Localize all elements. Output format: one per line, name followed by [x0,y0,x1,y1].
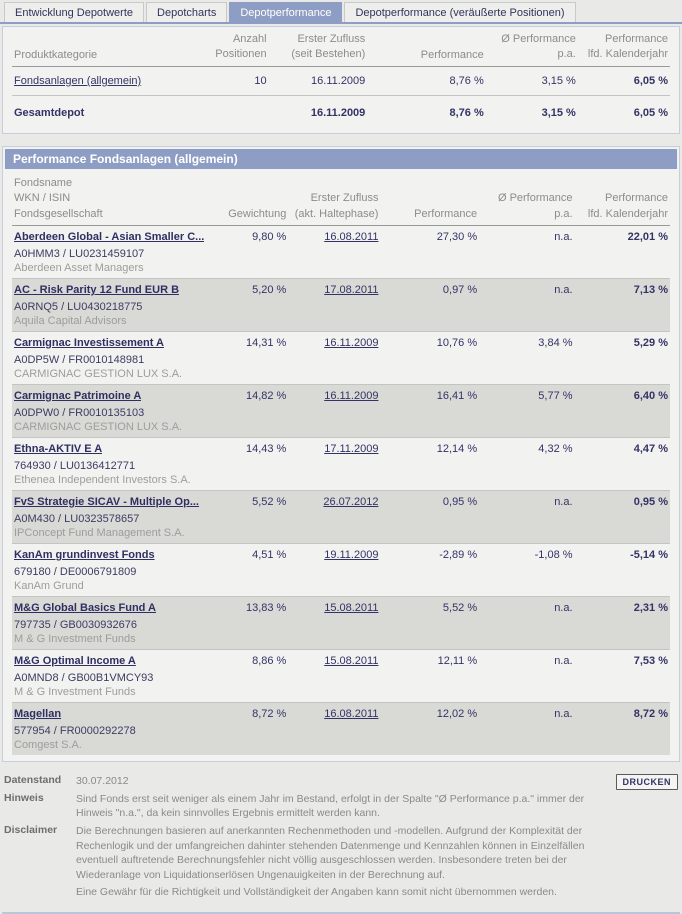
disclaimer-paragraph-2: Eine Gewähr für die Richtigkeit und Vollständigkeit der Angaben kann somit nicht übernommen werden. [76,885,557,898]
fund-performance-pa: n.a. [479,596,574,649]
summary-table [12,29,670,127]
fund-performance-ytd: 22,01 % [627,230,668,243]
fund-row [12,278,670,331]
fund-inflow-date-link[interactable]: 17.08.2011 [324,283,379,296]
fund-row [12,702,670,755]
performance-pa-value: 3,15 % [541,106,576,119]
fund-company: M & G Investment Funds [14,685,136,698]
fund-name-link[interactable]: AC - Risk Parity 12 Fund EUR B [14,283,180,296]
col-header-performance: Performance [367,29,485,66]
fund-header-row [12,173,670,226]
fund-name-link[interactable]: Ethna-AKTIV E A [14,442,103,455]
fund-performance-pa: 5,77 % [479,384,574,437]
fund-company: KanAm Grund [14,579,84,592]
fund-wkn-isin: 679180 / DE0006791809 [14,565,137,578]
fund-performance: 27,30 % [436,230,478,243]
fund-performance-ytd: 7,53 % [575,649,670,702]
fund-wkn-isin: A0MND8 / GB00B1VMCY93 [14,671,154,684]
fund-performance: 0,97 % [380,278,479,331]
fund-performance: -2,89 % [380,543,479,596]
fund-performance-panel [2,146,680,762]
fund-wkn-isin: A0RNQ5 / LU0430218775 [14,300,143,313]
fund-name-link[interactable]: Magellan [14,707,62,720]
disclaimer-label: Disclaimer [4,824,58,837]
fund-performance-pa: n.a. [554,230,573,243]
fund-row [12,225,670,278]
fund-wkn-isin: 797735 / GB0030932676 [14,618,137,631]
fund-row [12,490,670,543]
fund-weight: 8,86 % [216,649,288,702]
fund-inflow-date-link[interactable]: 19.11.2009 [324,548,379,561]
fund-performance: 12,11 % [380,649,479,702]
col-header-performance: Performance [380,173,479,226]
col-header-fondsname: Fondsname WKN / ISIN Fondsgesellschaft [12,173,216,226]
first-inflow-date: 16.11.2009 [269,66,368,95]
fund-row [12,543,670,596]
datenstand-value: 30.07.2012 [76,774,129,787]
fund-company: CARMIGNAC GESTION LUX S.A. [14,420,183,433]
fund-row [12,649,670,702]
fund-inflow-date-link[interactable]: 26.07.2012 [323,495,379,508]
print-button[interactable]: DRUCKEN [616,774,679,790]
fund-performance: 10,76 % [380,331,479,384]
fund-performance-ytd: 2,31 % [575,596,670,649]
performance-value: 8,76 % [449,106,484,119]
col-header-performance-pa: Ø Performance p.a. [486,29,578,66]
fund-row [12,596,670,649]
fund-name-link[interactable]: M&G Global Basics Fund A [14,601,156,614]
fund-weight: 4,51 % [216,543,288,596]
fund-performance-ytd: -5,14 % [575,543,670,596]
fund-company: Ethenea Independent Investors S.A. [14,473,191,486]
fund-performance-ytd: 4,47 % [575,437,670,490]
performance-value: 8,76 % [367,66,485,95]
summary-row-gesamtdepot [12,95,670,127]
fund-name-link[interactable]: M&G Optimal Income A [14,654,136,667]
fund-company: Aberdeen Asset Managers [14,261,144,274]
fund-weight: 8,72 % [216,702,288,755]
first-inflow-date: 16.11.2009 [310,106,366,119]
fund-performance-pa: 4,32 % [479,437,574,490]
performance-ytd-value: 6,05 % [578,66,670,95]
fund-company: M & G Investment Funds [14,632,136,645]
gesamtdepot-label: Gesamtdepot [14,106,85,119]
fund-performance-pa: 3,84 % [479,331,574,384]
fund-name-link[interactable]: Carmignac Patrimoine A [14,389,142,402]
fund-performance-pa: -1,08 % [479,543,574,596]
fund-row [12,331,670,384]
fund-name-link[interactable]: FvS Strategie SICAV - Multiple Op... [14,495,199,508]
disclaimer-paragraph-1: Die Berechnungen basieren auf anerkannten Rechenmethoden und -modellen. Aufgrund der Komplexität der Rechenlogik und der umfangreichen dahinter stehenden Datenmenge und Kennzahlen können in Einzelfällen eventuell auftretende Berechnungsfehler nicht völlig ausgeschlossen werden. Insbesondere treten bei der Wiederanlage von Liquidationserlösen Ungenauigkeiten in der Berechnung auf. [76,825,585,882]
summary-row-fondsanlagen [12,66,670,95]
fund-weight: 14,43 % [216,437,288,490]
fund-name-link[interactable]: KanAm grundinvest Fonds [14,548,155,561]
tab-depotperformance-veraeusserte-positionen[interactable]: Depotperformance (veräußerte Positionen) [344,2,575,22]
fund-weight: 14,31 % [216,331,288,384]
positions-count [209,95,268,127]
fund-name-link[interactable]: Carmignac Investissement A [14,336,164,349]
summary-panel [2,26,680,134]
fund-performance-pa: n.a. [479,490,574,543]
fund-row [12,437,670,490]
fund-wkn-isin: A0M430 / LU0323578657 [14,512,140,525]
tab-bar [0,0,682,24]
fund-performance: 16,41 % [380,384,479,437]
hinweis-label: Hinweis [4,791,44,804]
performance-pa-value: 3,15 % [486,66,578,95]
col-header-erster-zufluss: Erster Zufluss (seit Bestehen) [269,29,368,66]
fund-name-link[interactable]: Aberdeen Global - Asian Smaller C... [14,230,205,243]
fund-performance: 0,95 % [380,490,479,543]
fund-wkn-isin: 764930 / LU0136412771 [14,459,136,472]
fund-performance-ytd: 8,72 % [575,702,670,755]
fund-performance-ytd: 6,40 % [575,384,670,437]
footer [2,772,680,914]
tab-depotperformance[interactable]: Depotperformance [229,2,342,22]
fund-weight: 5,20 % [216,278,288,331]
fund-company: IPConcept Fund Management S.A. [14,526,185,539]
fondsanlagen-link[interactable]: Fondsanlagen (allgemein) [14,74,142,87]
fund-wkn-isin: A0HMM3 / LU0231459107 [14,247,145,260]
performance-ytd-value: 6,05 % [633,106,668,119]
fund-performance-ytd: 7,13 % [575,278,670,331]
fund-weight: 14,82 % [216,384,288,437]
col-header-gewichtung: Gewichtung [216,173,288,226]
col-header-anzahl-positionen: Anzahl Positionen [209,29,268,66]
fund-performance-ytd: 0,95 % [575,490,670,543]
fund-inflow-date-link[interactable]: 15.08.2011 [324,601,379,614]
fund-inflow-date-link[interactable]: 16.11.2009 [324,336,379,349]
fund-inflow-date-link[interactable]: 16.11.2009 [324,389,379,402]
col-header-performance-pa: Ø Performance p.a. [479,173,574,226]
fund-row [12,384,670,437]
fund-company: Comgest S.A. [14,738,82,751]
tab-entwicklung-depotwerte[interactable]: Entwicklung Depotwerte [4,2,144,22]
fund-company: Aquila Capital Advisors [14,314,127,327]
fund-weight: 13,83 % [216,596,288,649]
fund-performance: 12,02 % [380,702,479,755]
fund-performance: 5,52 % [380,596,479,649]
fund-wkn-isin: A0DP5W / FR0010148981 [14,353,145,366]
fund-inflow-date-link[interactable]: 17.11.2009 [324,442,379,455]
disclaimer-text [76,824,616,901]
col-header-performance-kalenderjahr: Performance lfd. Kalenderjahr [575,173,670,226]
col-header-produktkategorie: Produktkategorie [12,29,209,66]
fund-weight: 5,52 % [216,490,288,543]
col-header-performance-kalenderjahr: Performance lfd. Kalenderjahr [578,29,670,66]
fund-performance-pa: n.a. [479,278,574,331]
fund-performance-ytd: 5,29 % [575,331,670,384]
tab-depotcharts[interactable]: Depotcharts [146,2,227,22]
datenstand-label: Datenstand [4,773,62,786]
fund-performance-pa: n.a. [479,702,574,755]
positions-count: 10 [209,66,268,95]
fund-company: CARMIGNAC GESTION LUX S.A. [14,367,183,380]
fund-performance: 12,14 % [380,437,479,490]
fund-inflow-date-link[interactable]: 15.08.2011 [324,654,379,667]
section-title: Performance Fondsanlagen (allgemein) [5,149,677,169]
fund-wkn-isin: 577954 / FR0000292278 [14,724,136,737]
fund-inflow-date-link[interactable]: 16.08.2011 [324,230,379,243]
hinweis-text: Sind Fonds erst seit weniger als einem Jahr im Bestand, erfolgt in der Spalte "Ø Performance p.a." immer der Hinweis "n.a.", da kein sinnvolles Ergebnis ermittelt werden kann. [76,792,585,820]
summary-header-row [12,29,670,66]
fund-wkn-isin: A0DPW0 / FR0010135103 [14,406,145,419]
fund-inflow-date-link[interactable]: 16.08.2011 [324,707,379,720]
fund-performance-pa: n.a. [479,649,574,702]
fund-table [12,173,670,755]
col-header-erster-zufluss: Erster Zufluss (akt. Haltephase) [288,173,380,226]
fund-weight: 9,80 % [252,230,287,243]
